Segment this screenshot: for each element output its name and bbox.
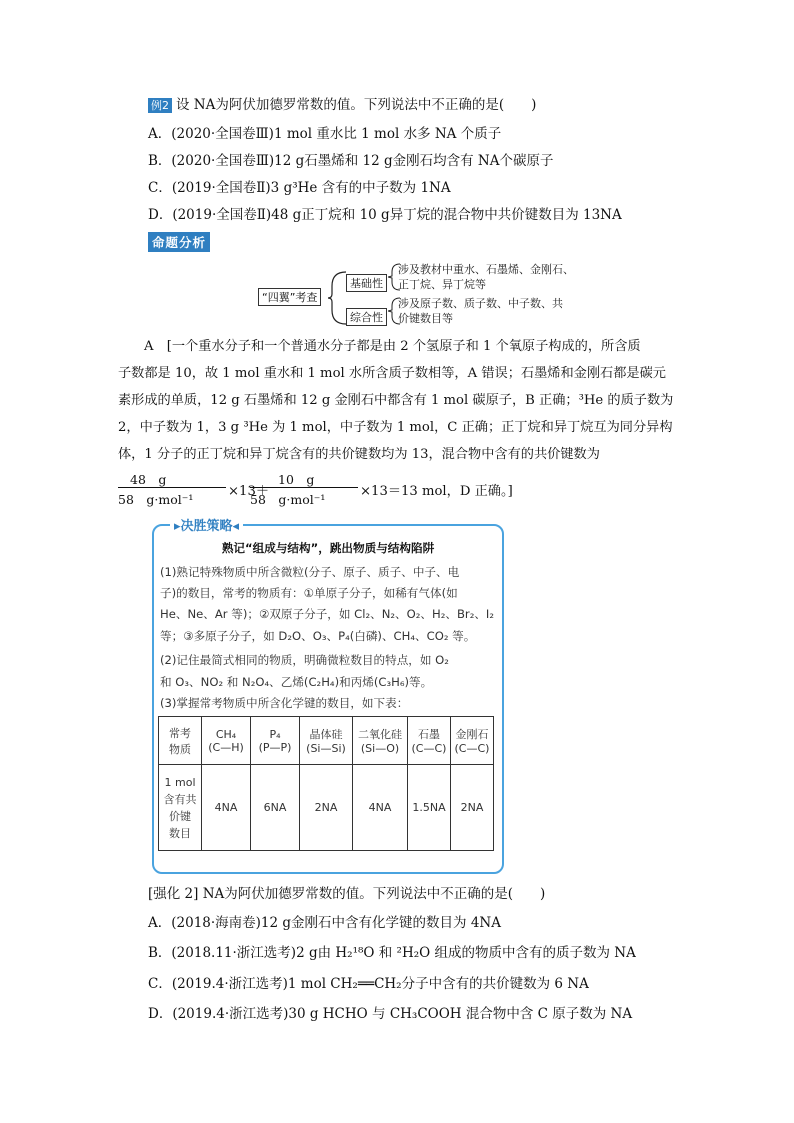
table-header-cell: 金刚石 (C—C) [451,717,494,765]
analysis-header: 命题分析 [148,232,210,252]
table-cell: 1 mol 含有共 价键 数目 [159,765,202,851]
formula-mid: ×13＋ [228,484,270,499]
strategy-line-7: (3)掌握常考物质中所含化学键的数目，如下表： [160,696,409,710]
strategy-line-6: 和 O₃、NO₂ 和 N₂O₄、乙烯(C₂H₄)和丙烯(C₃H₆)等。 [160,675,433,689]
diagram-brace [328,268,348,328]
table-header-cell: 石墨 (C—C) [408,717,451,765]
answer-line-5: 体，1 分子的正丁烷和异丁烷含有的共价键数均为 13，混合物中含有的共价键数为 [118,447,600,462]
diagram-note-comprehensive-2: 价键数目等 [398,312,453,325]
strategy-line-4: 等；③多原子分子，如 D₂O、O₃、P₄(白磷)、CH₄、CO₂ 等。 [160,629,476,643]
strategy-line-5: (2)记住最简式相同的物质，明确微粒数目的特点，如 O₂ [160,653,449,667]
formula-tail: ×13＝13 mol，D 正确。] [360,484,513,499]
diagram-note-comprehensive-1: 涉及原子数、质子数、中子数、共 [398,297,563,310]
diagram-branch-basic: 基础性 [346,274,387,292]
example-question [148,96,536,114]
table-cell: 1.5NA [408,765,451,851]
answer-line-2: 子数都是 10，故 1 mol 重水和 1 mol 水所含质子数相等，A 错误；石墨烯和金刚石都是碳元 [118,366,666,381]
answer-line-1: A [一个重水分子和一个普通水分子都是由 2 个氢原子和 1 个氧原子构成的，所含质 [144,339,641,354]
table-header-cell: 常考 物质 [159,717,202,765]
practice-option-a: A．(2018·海南卷)12 g金刚石中含有化学键的数目为 4NA [148,915,501,931]
strategy-line-2: 子)的数目，常考的物质有：①单原子分子，如稀有气体(如 [160,586,458,600]
table-header-cell: 二氧化硅 (Si—O) [353,717,408,765]
frac2-numerator: 10 g [278,472,315,487]
frac1-numerator: 48 g [130,472,167,487]
bond-count-table [158,716,494,851]
diagram-note-basic-2: 正丁烷、异丁烷等 [398,278,486,291]
answer-line-4: 2，中子数为 1，3 g ³He 为 1 mol，中子数为 1 mol，C 正确；正丁烷和异丁烷互为同分异构 [118,420,673,435]
practice-option-b: B．(2018.11·浙江选考)2 g由 H₂¹⁸O 和 ²H₂O 组成的物质中含有的质子数为 NA [148,945,636,961]
table-cell: 4NA [202,765,251,851]
diagram-note-basic-1: 涉及教材中重水、石墨烯、金刚石、 [398,263,574,276]
practice-question: [强化 2] NA为阿伏加德罗常数的值。下列说法中不正确的是( ) [148,886,546,902]
example-option-c: C．(2019·全国卷Ⅱ)3 g³He 含有的中子数为 1NA [148,180,451,196]
answer-line-3: 素形成的单质，12 g 石墨烯和 12 g 金刚石中都含有 1 mol 碳原子，B 正确；³He 的质子数为 [118,393,674,408]
table-cell: 6NA [251,765,300,851]
strategy-line-1: (1)熟记特殊物质中所含微粒(分子、原子、质子、中子、电 [160,565,460,579]
table-cell: 4NA [353,765,408,851]
strategy-subtitle: 熟记“组成与结构”，跳出物质与结构陷阱 [221,541,435,555]
example-option-b: B．(2020·全国卷Ⅲ)12 g石墨烯和 12 g金刚石均含有 NA个碳原子 [148,153,554,169]
table-header-cell: P₄ (P—P) [251,717,300,765]
frac1-bar [118,487,226,488]
practice-option-c: C．(2019.4·浙江选考)1 mol CH₂══CH₂分子中含有的共价键数为 6 NA [148,976,589,992]
diagram-branch-comprehensive: 综合性 [346,308,387,326]
table-header-cell: 晶体硅 (Si—Si) [300,717,353,765]
diagram-root: “四翼”考查 [258,288,321,306]
table-header-cell: CH₄ (C—H) [202,717,251,765]
frac2-bar [250,487,358,488]
table-row [159,765,494,851]
example-option-a: A．(2020·全国卷Ⅲ)1 mol 重水比 1 mol 水多 NA 个质子 [148,126,502,142]
example-option-d: D．(2019·全国卷Ⅱ)48 g正丁烷和 10 g异丁烷的混合物中共价键数目为 13NA [148,207,622,223]
strategy-title: ▸决胜策略◂ [170,515,243,534]
frac1-denominator: 58 g·mol⁻¹ [118,492,194,507]
frac2-denominator: 58 g·mol⁻¹ [250,492,326,507]
table-header-row [159,717,494,765]
table-cell: 2NA [451,765,494,851]
table-cell: 2NA [300,765,353,851]
example-question-text: 设 NA为阿伏加德罗常数的值。下列说法中不正确的是( ) [176,97,537,113]
practice-option-d: D．(2019.4·浙江选考)30 g HCHO 与 CH₃COOH 混合物中含 C 原子数为 NA [148,1006,633,1022]
strategy-line-3: He、Ne、Ar 等)；②双原子分子，如 Cl₂、N₂、O₂、H₂、Br₂、I₂ [160,607,495,621]
example-tag: 例2 [148,98,172,113]
